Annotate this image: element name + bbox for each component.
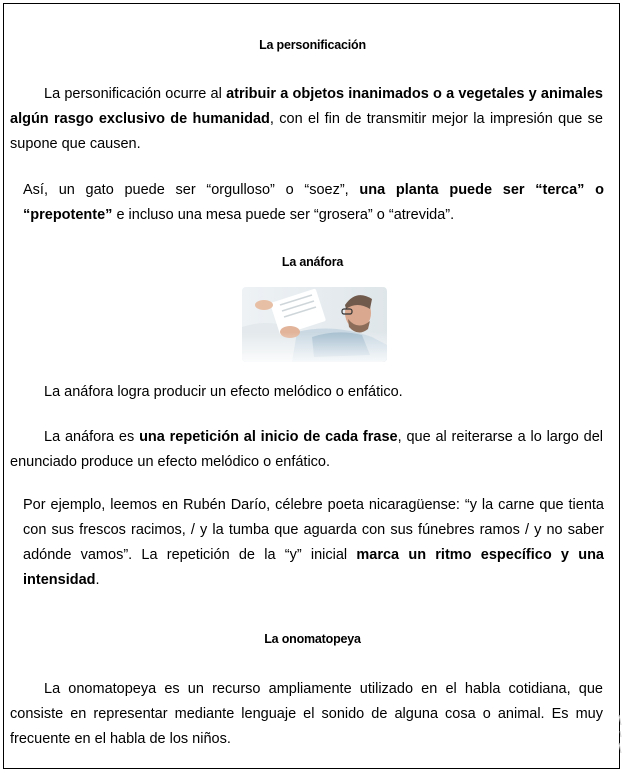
text-run: Así, un gato puede ser “orgulloso” o “soez”, [23, 182, 360, 198]
paragraph-anafora-example [23, 493, 604, 593]
text-run: . [95, 572, 100, 588]
paragraph-anafora-definition [10, 425, 603, 475]
text-run: e incluso una mesa puede ser “grosera” o “atrevida”. [112, 207, 455, 223]
bold-text-run: atribuir a objetos inanimados o a vegetales y animales algún rasgo exclusivo de humanidad [10, 86, 603, 127]
paragraph-personificacion-definition [10, 82, 603, 157]
text-run: La personificación ocurre al [44, 86, 227, 102]
text-run: , que al reiterarse a lo largo del enunciado produce un efecto melódico o enfático. [10, 429, 603, 470]
paragraph-onomatopeya-definition: La onomatopeya es un recurso ampliamente utilizado en el habla cotidiana, que consiste en representar mediante lenguaje el sonido de alguna cosa o animal. Es muy frecuente en el habla de los niños. [10, 681, 603, 747]
heading-anafora: La anáfora [281, 255, 344, 269]
bold-text-run: una repetición al inicio de cada frase [139, 429, 398, 445]
photo-illustration [242, 287, 387, 362]
bold-text-run: una planta puede ser “terca” o “prepotente” [23, 182, 604, 223]
text-run: , con el fin de transmitir mejor la impresión que se supone que causen. [10, 111, 603, 152]
heading-personificacion: La personificación [259, 38, 366, 52]
text-run: La anáfora es [44, 429, 140, 445]
paragraph-personificacion-example [23, 178, 604, 228]
paragraph-anafora-summary: La anáfora logra producir un efecto melódico o enfático. [44, 384, 403, 400]
text-run: Por ejemplo, leemos en Rubén Darío, célebre poeta nicaragüense: “y la carne que tienta con sus frescos racimos, / y la tumba que aguarda con sus fúnebres ramos / y no saber adónde vamos”. La repetición de la “y” inicial [23, 497, 604, 563]
margin-scribble-mark [617, 713, 623, 761]
document-page [3, 3, 620, 769]
bold-text-run: marca un ritmo específico y una intensidad [23, 547, 604, 588]
person-reading-image [242, 287, 387, 362]
heading-onomatopeya: La onomatopeya [264, 632, 361, 646]
